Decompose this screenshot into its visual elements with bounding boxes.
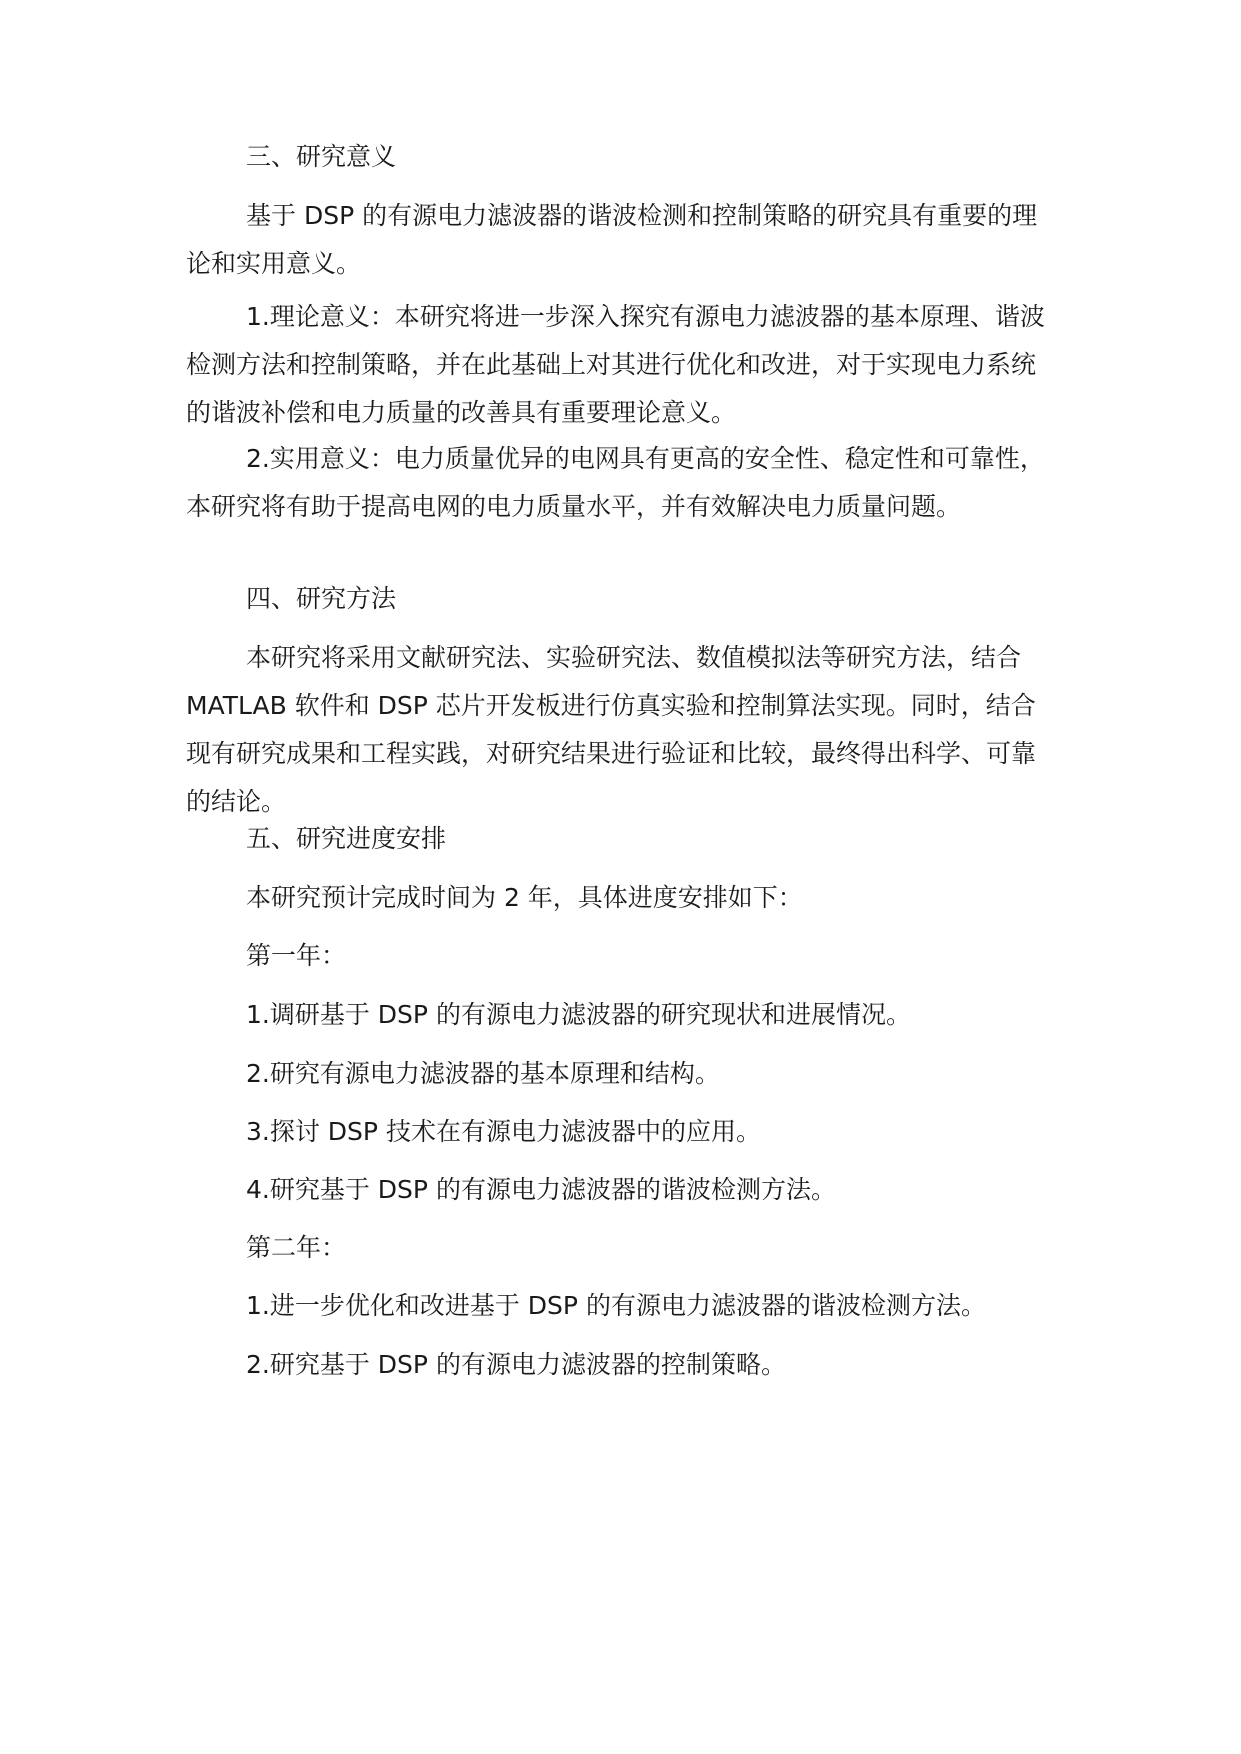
section3-heading: 三、研究意义: [246, 142, 397, 171]
section5-heading: 五、研究进度安排: [246, 824, 447, 853]
year1-item: 4.研究基于 DSP 的有源电力滤波器的谐波检测方法。: [246, 1175, 836, 1204]
section4-body: 本研究将采用文献研究法、实验研究法、数值模拟法等研究方法，结合 MATLAB 软件和 DSP 芯片开发板进行仿真实验和控制算法实现。同时，结合现有研究成果和工程实践，对研究结果进行验证和比较，最终得出科学、可靠的结论。: [186, 643, 1037, 816]
year2-item: 2.研究基于 DSP 的有源电力滤波器的控制策略。: [246, 1350, 786, 1379]
year1-label: 第一年：: [246, 941, 347, 970]
year1-item: 1.调研基于 DSP 的有源电力滤波器的研究现状和进展情况。: [246, 1000, 911, 1029]
section3-point1: 1.理论意义：本研究将进一步深入探究有源电力滤波器的基本原理、谐波检测方法和控制策略，并在此基础上对其进行优化和改进，对于实现电力系统的谐波补偿和电力质量的改善具有重要理论意义。: [186, 302, 1045, 427]
section3-point2: 2.实用意义：电力质量优异的电网具有更高的安全性、稳定性和可靠性，本研究将有助于提高电网的电力质量水平，并有效解决电力质量问题。: [186, 444, 1045, 521]
section5-intro: 本研究预计完成时间为 2 年，具体进度安排如下：: [246, 883, 803, 912]
section4-heading: 四、研究方法: [246, 584, 397, 613]
year1-item: 3.探讨 DSP 技术在有源电力滤波器中的应用。: [246, 1117, 761, 1146]
year2-label: 第二年：: [246, 1233, 347, 1262]
year1-item: 2.研究有源电力滤波器的基本原理和结构。: [246, 1059, 720, 1088]
section3-intro: 基于 DSP 的有源电力滤波器的谐波检测和控制策略的研究具有重要的理论和实用意义。: [186, 201, 1038, 278]
year2-item: 1.进一步优化和改进基于 DSP 的有源电力滤波器的谐波检测方法。: [246, 1291, 986, 1320]
